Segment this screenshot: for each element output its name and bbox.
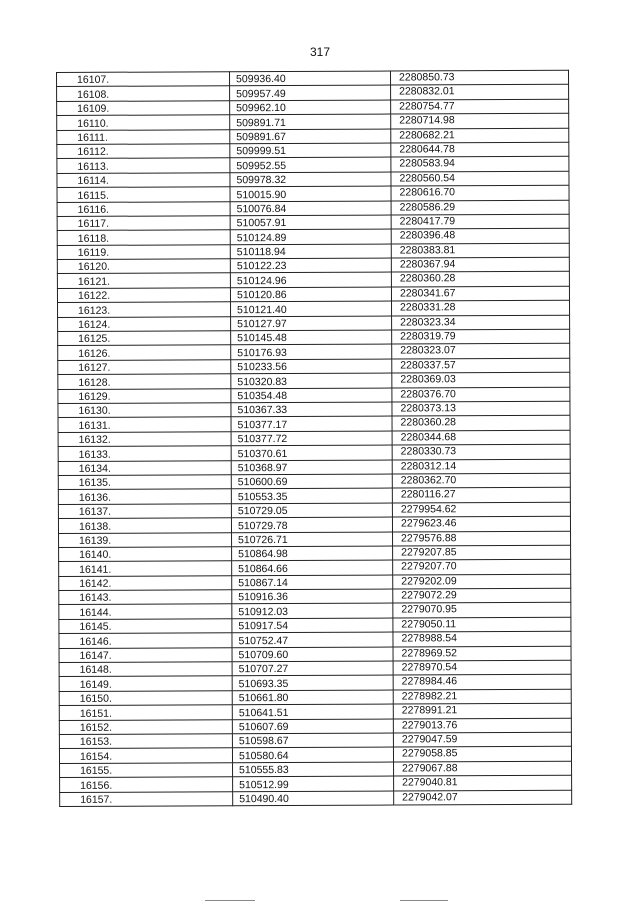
northing-cell: 2279202.09 [393, 574, 571, 589]
easting-cell: 510015.90 [230, 186, 391, 201]
easting-cell: 510726.71 [232, 532, 393, 547]
point-number-cell: 16128. [58, 374, 231, 389]
northing-cell: 2280376.70 [392, 387, 570, 402]
northing-cell: 2280586.29 [391, 200, 569, 215]
easting-cell: 510076.84 [230, 201, 391, 216]
northing-cell: 2280850.73 [390, 70, 568, 85]
easting-cell: 509999.51 [230, 143, 391, 158]
northing-cell: 2280560.54 [391, 171, 569, 186]
northing-cell: 2280312.14 [392, 459, 570, 474]
point-number-cell: 16109. [57, 101, 230, 116]
northing-cell: 2278988.54 [393, 631, 571, 646]
northing-cell: 2280396.48 [391, 229, 569, 244]
easting-cell: 510867.14 [232, 575, 393, 590]
northing-cell: 2278984.46 [393, 675, 571, 690]
point-number-cell: 16120. [57, 259, 230, 274]
scan-mark [400, 900, 448, 901]
northing-cell: 2278970.54 [393, 660, 571, 675]
point-number-cell: 16141. [59, 561, 232, 576]
northing-cell: 2280360.28 [392, 416, 570, 431]
northing-cell: 2280331.28 [392, 301, 570, 316]
easting-cell: 510729.78 [231, 517, 392, 532]
page-number: 317 [309, 45, 331, 59]
northing-cell: 2279058.85 [393, 747, 571, 762]
easting-cell: 510120.86 [230, 287, 391, 302]
easting-cell: 510127.97 [231, 316, 392, 331]
easting-cell: 510912.03 [232, 603, 393, 618]
point-number-cell: 16136. [58, 489, 231, 504]
point-number-cell: 16132. [58, 432, 231, 447]
northing-cell: 2279207.85 [393, 545, 571, 560]
easting-cell: 510864.66 [232, 560, 393, 575]
point-number-cell: 16145. [59, 619, 232, 634]
northing-cell: 2279042.07 [394, 790, 572, 805]
northing-cell: 2280583.94 [391, 157, 569, 172]
point-number-cell: 16143. [59, 590, 232, 605]
point-number-cell: 16127. [58, 360, 231, 375]
easting-cell: 510916.36 [232, 589, 393, 604]
point-number-cell: 16151. [59, 705, 232, 720]
point-number-cell: 16130. [58, 403, 231, 418]
northing-cell: 2280682.21 [391, 128, 569, 143]
table-row [60, 790, 572, 807]
easting-cell: 510661.80 [232, 690, 393, 705]
northing-cell: 2280616.70 [391, 185, 569, 200]
northing-cell: 2279576.88 [393, 531, 571, 546]
northing-cell: 2279013.76 [393, 718, 571, 733]
northing-cell: 2279067.88 [394, 761, 572, 776]
point-number-cell: 16116. [57, 201, 230, 216]
easting-cell: 510354.48 [231, 388, 392, 403]
easting-cell: 510709.60 [232, 647, 393, 662]
point-number-cell: 16114. [57, 172, 230, 187]
point-number-cell: 16107. [57, 72, 230, 87]
point-number-cell: 16142. [59, 575, 232, 590]
scan-mark [205, 900, 255, 901]
easting-cell: 510057.91 [230, 215, 391, 230]
point-number-cell: 16131. [58, 417, 231, 432]
northing-cell: 2279954.62 [392, 502, 570, 517]
coordinate-table [56, 70, 572, 807]
point-number-cell: 16155. [60, 762, 233, 777]
point-number-cell: 16140. [59, 547, 232, 562]
point-number-cell: 16149. [59, 676, 232, 691]
easting-cell: 510368.97 [231, 460, 392, 475]
point-number-cell: 16125. [58, 331, 231, 346]
easting-cell: 510598.67 [232, 733, 393, 748]
point-number-cell: 16135. [58, 475, 231, 490]
point-number-cell: 16113. [57, 158, 230, 173]
easting-cell: 509978.32 [230, 172, 391, 187]
northing-cell: 2280116.27 [392, 488, 570, 503]
northing-cell: 2278982.21 [393, 689, 571, 704]
easting-cell: 509952.55 [230, 157, 391, 172]
easting-cell: 510641.51 [232, 704, 393, 719]
easting-cell: 510233.56 [231, 359, 392, 374]
easting-cell: 510917.54 [232, 618, 393, 633]
northing-cell: 2278969.52 [393, 646, 571, 661]
point-number-cell: 16110. [57, 115, 230, 130]
easting-cell: 510555.83 [233, 762, 394, 777]
coordinate-table-body [57, 70, 572, 806]
point-number-cell: 16122. [57, 288, 230, 303]
easting-cell: 510377.72 [231, 431, 392, 446]
easting-cell: 510122.23 [230, 258, 391, 273]
point-number-cell: 16144. [59, 604, 232, 619]
easting-cell: 509957.49 [230, 85, 391, 100]
point-number-cell: 16121. [57, 273, 230, 288]
northing-cell: 2279047.59 [393, 732, 571, 747]
northing-cell: 2280373.13 [392, 401, 570, 416]
northing-cell: 2280417.79 [391, 214, 569, 229]
easting-cell: 510864.98 [232, 546, 393, 561]
point-number-cell: 16129. [58, 388, 231, 403]
easting-cell: 510377.17 [231, 416, 392, 431]
point-number-cell: 16126. [58, 345, 231, 360]
point-number-cell: 16150. [59, 691, 232, 706]
northing-cell: 2279050.11 [393, 617, 571, 632]
northing-cell: 2279070.95 [393, 603, 571, 618]
northing-cell: 2279072.29 [393, 588, 571, 603]
easting-cell: 510121.40 [231, 301, 392, 316]
point-number-cell: 16146. [59, 633, 232, 648]
easting-cell: 510607.69 [232, 719, 393, 734]
point-number-cell: 16139. [59, 532, 232, 547]
point-number-cell: 16157. [60, 791, 233, 806]
northing-cell: 2279623.46 [392, 516, 570, 531]
northing-cell: 2279207.70 [393, 560, 571, 575]
northing-cell: 2280323.34 [392, 315, 570, 330]
point-number-cell: 16152. [59, 719, 232, 734]
northing-cell: 2280369.03 [392, 372, 570, 387]
northing-cell: 2280644.78 [391, 142, 569, 157]
easting-cell: 510707.27 [232, 661, 393, 676]
point-number-cell: 16148. [59, 662, 232, 677]
easting-cell: 510693.35 [232, 675, 393, 690]
point-number-cell: 16153. [59, 734, 232, 749]
point-number-cell: 16156. [60, 777, 233, 792]
northing-cell: 2280360.28 [391, 272, 569, 287]
point-number-cell: 16119. [57, 244, 230, 259]
point-number-cell: 16111. [57, 129, 230, 144]
northing-cell: 2280832.01 [391, 85, 569, 100]
point-number-cell: 16133. [58, 446, 231, 461]
point-number-cell: 16117. [57, 216, 230, 231]
point-number-cell: 16154. [59, 748, 232, 763]
easting-cell: 510580.64 [232, 747, 393, 762]
easting-cell: 510752.47 [232, 632, 393, 647]
easting-cell: 509891.71 [230, 114, 391, 129]
easting-cell: 510124.96 [230, 273, 391, 288]
easting-cell: 510370.61 [231, 445, 392, 460]
easting-cell: 510512.99 [233, 776, 394, 791]
northing-cell: 2280714.98 [391, 113, 569, 128]
easting-cell: 509891.67 [230, 129, 391, 144]
northing-cell: 2280383.81 [391, 243, 569, 258]
northing-cell: 2279040.81 [394, 775, 572, 790]
easting-cell: 510145.48 [231, 330, 392, 345]
point-number-cell: 16123. [58, 302, 231, 317]
point-number-cell: 16118. [57, 230, 230, 245]
easting-cell: 510729.05 [231, 503, 392, 518]
northing-cell: 2280341.67 [391, 286, 569, 301]
point-number-cell: 16124. [58, 316, 231, 331]
northing-cell: 2280319.79 [392, 329, 570, 344]
easting-cell: 509936.40 [230, 71, 391, 86]
easting-cell: 510490.40 [233, 791, 394, 806]
northing-cell: 2280323.07 [392, 344, 570, 359]
point-number-cell: 16147. [59, 647, 232, 662]
point-number-cell: 16138. [58, 518, 231, 533]
northing-cell: 2280367.94 [391, 257, 569, 272]
point-number-cell: 16108. [57, 86, 230, 101]
point-number-cell: 16137. [58, 503, 231, 518]
northing-cell: 2280362.70 [392, 473, 570, 488]
easting-cell: 510600.69 [231, 474, 392, 489]
easting-cell: 510367.33 [231, 402, 392, 417]
easting-cell: 510553.35 [231, 488, 392, 503]
point-number-cell: 16115. [57, 187, 230, 202]
easting-cell: 510118.94 [230, 244, 391, 259]
northing-cell: 2278991.21 [393, 703, 571, 718]
easting-cell: 509962.10 [230, 100, 391, 115]
northing-cell: 2280337.57 [392, 358, 570, 373]
easting-cell: 510176.93 [231, 344, 392, 359]
northing-cell: 2280754.77 [391, 99, 569, 114]
northing-cell: 2280344.68 [392, 430, 570, 445]
easting-cell: 510320.83 [231, 373, 392, 388]
point-number-cell: 16112. [57, 144, 230, 159]
point-number-cell: 16134. [58, 460, 231, 475]
northing-cell: 2280330.73 [392, 444, 570, 459]
easting-cell: 510124.89 [230, 229, 391, 244]
